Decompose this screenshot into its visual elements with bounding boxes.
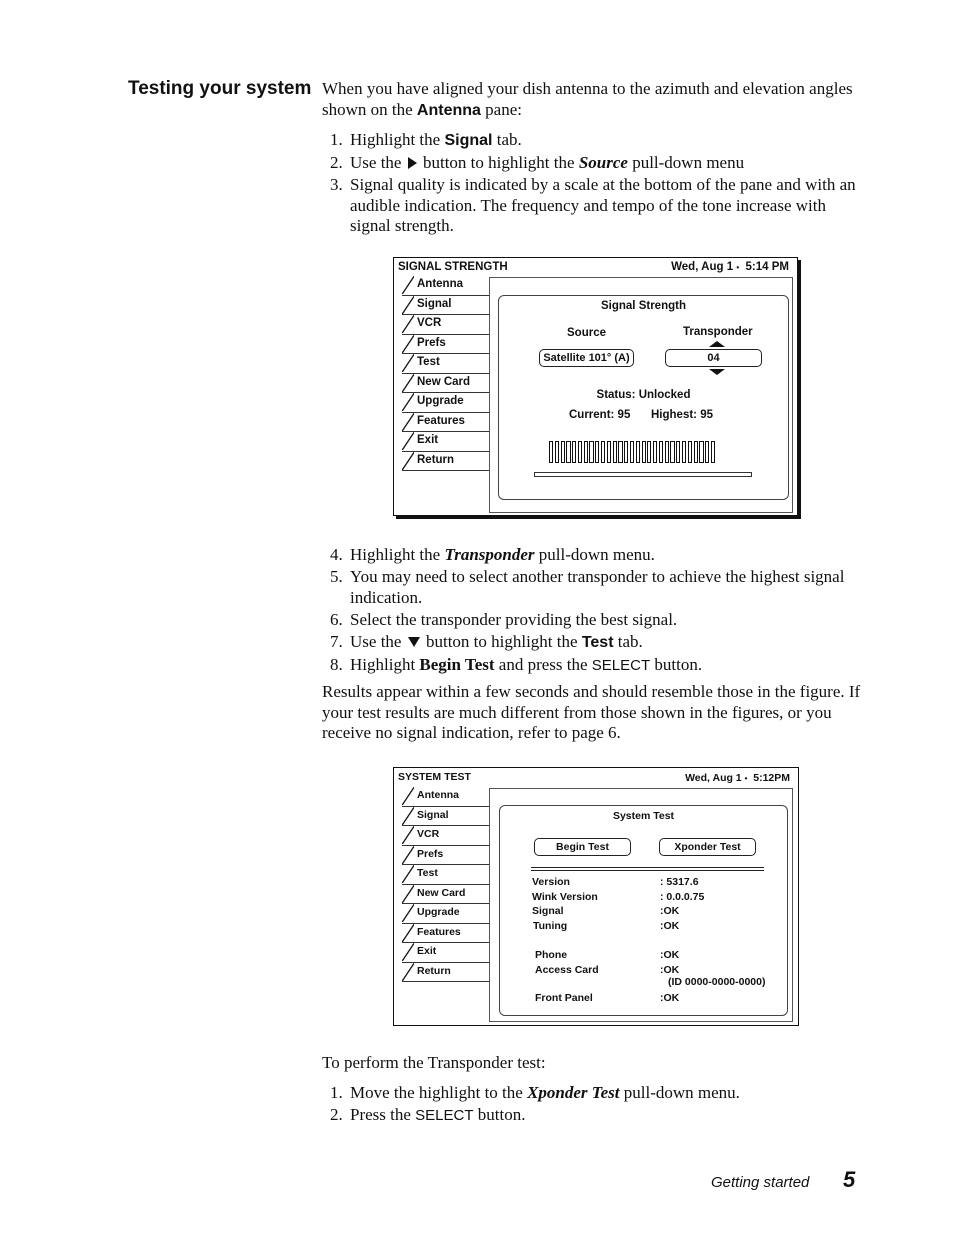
meter-segment [618,441,622,463]
section-title: Testing your system [128,78,312,99]
signal-meter [549,441,717,463]
system-test-panel [499,805,788,1016]
step-text: Highlight the [350,130,445,149]
tab-new-card[interactable] [402,374,490,394]
step-text: pull-down menu. [619,1083,740,1102]
meter-segment [578,441,582,463]
tab-return[interactable] [402,452,490,472]
select-term: SELECT [591,656,651,674]
front-panel-label: Front Panel [535,992,593,1004]
tab-signal[interactable] [402,807,490,827]
steps-list-b [322,545,867,678]
access-card-label: Access Card [535,964,599,976]
version-value: : 5317.6 [660,876,699,888]
tab-test[interactable] [402,354,490,374]
meter-segment [665,441,669,463]
step-number: 2. [330,1105,343,1124]
source-value: Satellite 101° (A) [543,352,630,364]
list-item [322,153,867,174]
list-item [322,175,867,237]
meter-segment [659,441,663,463]
test-term: Test [581,633,614,651]
screen-title: SIGNAL STRENGTH [398,261,508,273]
meter-segment [601,441,605,463]
tab-label: New Card [417,375,471,388]
transponder-label: Transponder [683,326,753,338]
bullet-separator: • [744,774,748,783]
step-number: 8. [330,654,343,674]
xponder-test-label: Xponder Test [674,841,741,853]
transponder-value: 04 [707,352,720,364]
meter-segment [647,441,651,463]
list-item [322,130,867,152]
meter-segment [653,441,657,463]
tab-label: Prefs [417,847,444,860]
source-term: Source [578,153,628,172]
tuning-label: Tuning [533,920,568,932]
step-number: 7. [330,631,343,651]
screen-date: Wed, Aug 1 [685,772,742,784]
current-value: Current: 95 [569,409,631,421]
tab-label: Antenna [417,789,459,801]
tab-label: Antenna [417,278,463,290]
bullet-separator: • [736,263,740,272]
meter-segment [624,441,628,463]
meter-segment [595,441,599,463]
step-text: tab. [492,130,522,149]
transponder-dropdown[interactable] [665,349,762,367]
step-text: Use the [350,153,406,172]
step-text: pull-down menu. [534,545,655,564]
wink-version-label: Wink Version [532,891,598,903]
divider [531,867,764,871]
screen-datetime [685,772,790,784]
up-arrow-icon[interactable] [709,341,725,347]
tab-list [402,276,490,471]
status-text: Status: Unlocked [596,389,691,401]
wink-version-value: : 0.0.0.75 [660,891,705,903]
tab-label: VCR [417,828,440,840]
tab-label: New Card [417,886,466,899]
step-text: Highlight [350,654,420,674]
step-text: Signal quality is indicated by a scale at the bottom of the pane and with an audible indication. The frequency and tempo of the tone increase with signal strength. [350,175,856,235]
tab-label: Features [417,414,465,427]
step-text: Select the transponder providing the best signal. [350,609,678,629]
meter-segment [584,441,588,463]
step-text: button to highlight the [422,153,579,172]
panel-title: Signal Strength [601,300,686,312]
begin-test-term: Begin Test [419,654,495,674]
transponder-term: Transponder [444,545,535,564]
step-text: You may need to select another transponder to achieve the highest signal indication. [350,567,845,607]
footer-section: Getting started [711,1174,810,1191]
list-item [322,632,867,654]
access-card-id: (ID 0000-0000-0000) [668,976,766,988]
source-dropdown[interactable] [539,349,634,367]
meter-segment [636,441,640,463]
phone-label: Phone [535,949,568,961]
meter-segment [561,441,565,463]
step-text: Move the highlight to the [350,1083,528,1102]
meter-segment [555,441,559,463]
tab-label: Upgrade [417,906,460,918]
tab-upgrade[interactable] [402,393,490,413]
tab-antenna[interactable] [402,787,490,807]
tab-label: Signal [417,808,449,821]
transponder-intro: To perform the Transponder test: [322,1053,546,1072]
meter-segment [589,441,593,463]
step-number: 6. [330,609,343,629]
tab-label: Exit [417,945,437,957]
results-paragraph: Results appear within a few seconds and should resemble those in the figure. If your test results are much different from those shown in the figures, or you receive no signal indication, refer to page 6. [322,682,861,742]
meter-segment [682,441,686,463]
list-item [322,545,867,566]
step-number: 3. [330,175,343,194]
step-text: and press the [494,654,592,674]
meter-segment [699,441,703,463]
steps-list-a [322,130,867,238]
signal-value: :OK [660,905,680,917]
panel-title: System Test [612,810,675,822]
xponder-test-button[interactable] [659,838,756,856]
down-arrow-icon [408,637,420,647]
source-label: Source [567,327,606,339]
intro-antenna-term: Antenna [416,101,481,119]
list-item [322,1105,867,1127]
meter-segment [566,441,570,463]
step-text: Press the [350,1105,416,1124]
meter-segment [630,441,634,463]
list-item [322,567,867,608]
tab-return[interactable] [402,963,490,983]
tab-new-card[interactable] [402,885,490,905]
screen-date: Wed, Aug 1 [671,261,734,273]
screen-time: 5:12PM [753,772,790,784]
tuning-value: :OK [660,920,680,932]
signal-label: Signal [532,905,564,917]
signal-term: Signal [444,132,493,149]
tab-label: Test [417,356,440,368]
tab-signal[interactable] [402,296,490,316]
intro-text-end: pane: [480,99,522,119]
list-item [322,655,867,677]
xponder-test-term: Xponder Test [527,1083,620,1102]
list-item [322,610,867,631]
version-label: Version [532,876,570,888]
tab-prefs[interactable] [402,335,490,355]
signal-panel [498,295,789,500]
screen-title: SYSTEM TEST [398,771,471,783]
tab-label: Exit [417,434,439,446]
step-text: tab. [613,631,643,651]
phone-value: :OK [660,949,680,961]
tab-prefs[interactable] [402,846,490,866]
step-text: button. [650,654,703,674]
step-text: button. [473,1105,526,1124]
right-arrow-icon [408,157,417,169]
highest-value: Highest: 95 [651,409,713,421]
meter-segment [613,441,617,463]
step-number: 5. [330,567,343,586]
meter-segment [642,441,646,463]
meter-segment [572,441,576,463]
tab-vcr[interactable] [402,315,490,335]
front-panel-value: :OK [660,992,680,1004]
tab-features[interactable] [402,924,490,944]
meter-segment [694,441,698,463]
meter-segment [711,441,715,463]
meter-baseline [534,472,752,477]
step-number: 1. [330,130,343,149]
select-term: SELECT [415,1107,474,1124]
tab-features[interactable] [402,413,490,433]
begin-test-label: Begin Test [556,841,609,853]
tab-label: VCR [417,317,442,329]
meter-segment [549,441,553,463]
list-item [322,1083,867,1104]
tab-exit[interactable] [402,943,490,963]
begin-test-button[interactable] [534,838,631,856]
step-text: Highlight the [350,545,445,564]
meter-segment [607,441,611,463]
step-number: 1. [330,1083,343,1102]
step-number: 4. [330,545,343,564]
intro-paragraph [322,79,867,121]
system-test-screen [393,767,799,1026]
step-text: pull-down menu [627,153,745,172]
tab-label: Prefs [417,336,446,349]
tab-test[interactable] [402,865,490,885]
meter-segment [688,441,692,463]
step-number: 2. [330,153,343,172]
tab-vcr[interactable] [402,826,490,846]
steps-list-c [322,1083,867,1128]
meter-segment [705,441,709,463]
screen-datetime [671,261,789,273]
intro-text: When you have aligned your dish antenna to the azimuth and elevation angles shown on the [322,79,853,119]
page-number: 5 [843,1167,856,1192]
tab-list [402,787,490,982]
tab-label: Return [417,964,451,977]
tab-label: Upgrade [417,395,464,407]
access-card-value: :OK [660,964,680,976]
meter-segment [670,441,674,463]
tab-label: Signal [417,297,452,310]
step-text: Use the [350,631,406,651]
screen-time: 5:14 PM [745,261,789,273]
tab-label: Features [417,925,461,938]
signal-strength-screen [393,257,798,516]
meter-segment [676,441,680,463]
tab-label: Test [417,867,438,879]
tab-label: Return [417,453,455,466]
tab-exit[interactable] [402,432,490,452]
tab-upgrade[interactable] [402,904,490,924]
down-arrow-icon[interactable] [709,369,725,375]
step-text: button to highlight the [425,631,582,651]
tab-antenna[interactable] [402,276,490,296]
